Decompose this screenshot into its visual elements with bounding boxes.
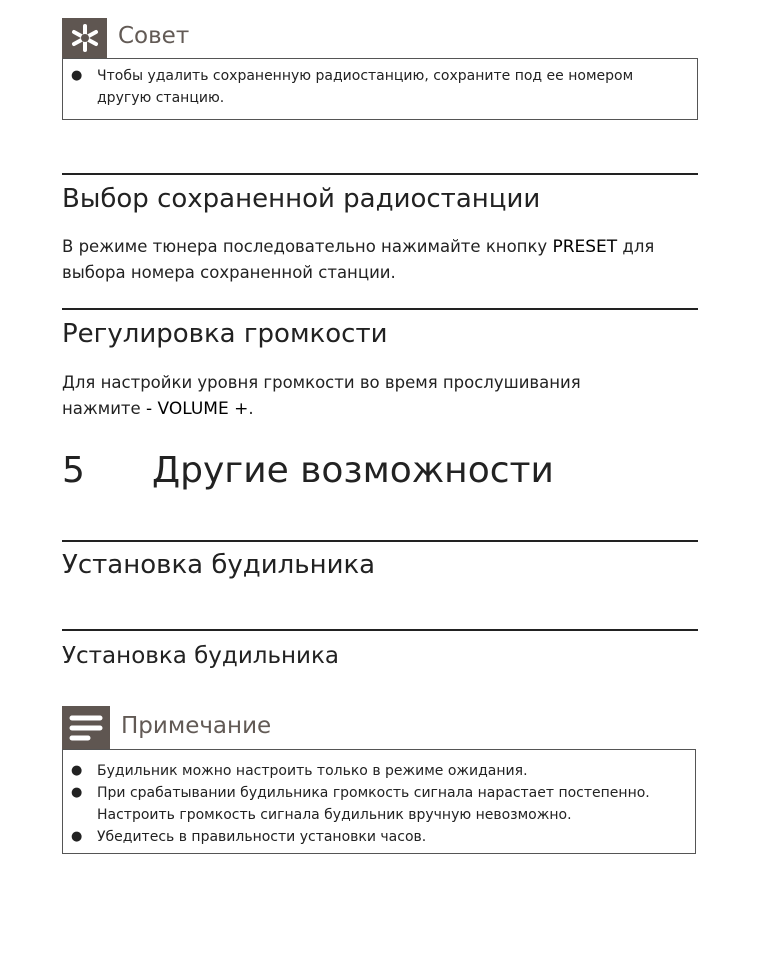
paragraph <box>62 234 702 286</box>
section-heading: Установка будильника <box>62 550 376 580</box>
note-title: Примечание <box>121 713 272 739</box>
divider <box>62 629 698 631</box>
section-heading: Выбор сохраненной радиостанции <box>62 184 541 214</box>
chapter-number: 5 <box>62 450 85 491</box>
paragraph <box>62 370 662 422</box>
text: для выбора номера сохраненной станции. <box>62 237 655 282</box>
divider <box>62 540 698 542</box>
tip-item-text: Чтобы удалить сохраненную радиостанцию, сохраните под ее номером другую станцию. <box>97 68 634 106</box>
note-item-text: При срабатывании будильника громкость сигнала нарастает постепенно. Настроить громкость сигнала будильник вручную невозможно. <box>97 785 650 823</box>
note-box <box>62 749 696 854</box>
tip-item: ● Чтобы удалить сохраненную радиостанцию, сохраните под ее номером другую станцию. <box>63 59 683 109</box>
text: Для настройки уровня громкости во время прослушивания нажмите <box>62 373 581 418</box>
key-name: - VOLUME + <box>145 399 249 419</box>
tip-box <box>62 58 698 120</box>
section-heading: Регулировка громкости <box>62 319 388 349</box>
note-item: ● При срабатывании будильника громкость сигнала нарастает постепенно. Настроить громкость сигнала будильник вручную невозможно. <box>63 782 695 826</box>
note-item-text: Убедитесь в правильности установки часов. <box>97 829 427 845</box>
note-item: ● Убедитесь в правильности установки часов. <box>63 826 695 848</box>
note-item-text: Будильник можно настроить только в режиме ожидания. <box>97 763 528 779</box>
note-icon <box>62 706 110 749</box>
asterisk-icon <box>62 18 107 58</box>
note-item: ● Будильник можно настроить только в режиме ожидания. <box>63 760 695 782</box>
tip-title: Совет <box>118 23 190 49</box>
divider <box>62 308 698 310</box>
chapter-title: Другие возможности <box>152 450 554 491</box>
text: В режиме тюнера последовательно нажимайте кнопку <box>62 237 553 256</box>
key-name: PRESET <box>552 237 618 257</box>
divider <box>62 173 698 175</box>
text: . <box>248 399 254 418</box>
subsection-heading: Установка будильника <box>62 643 339 669</box>
